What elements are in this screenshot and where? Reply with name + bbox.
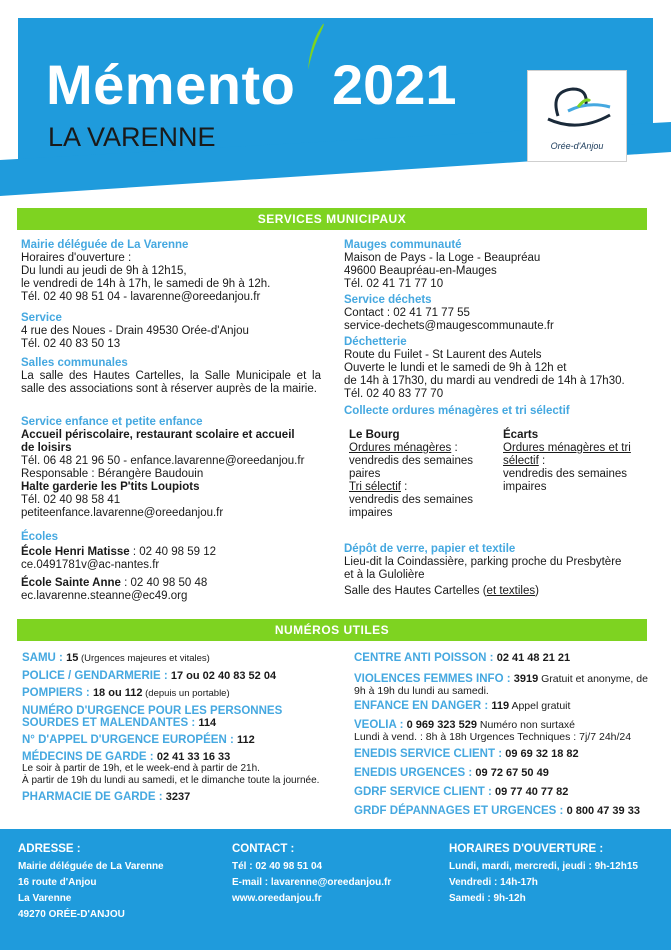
logo-text: Orée-d'Anjou: [550, 141, 604, 151]
mauges-heading: Mauges communauté: [344, 239, 462, 251]
grdf-urgences: GRDF DÉPANNAGES ET URGENCES : 0 800 47 39 33: [354, 805, 640, 817]
bourg-title: Le Bourg: [349, 429, 400, 441]
dechets-block: [344, 294, 649, 333]
decheterie-heading: Déchetterie: [344, 336, 407, 348]
dechets-email: service-dechets@maugescommunaute.fr: [344, 320, 554, 332]
footer-adresse-title: ADRESSE :: [18, 843, 81, 855]
mairie-line: Du lundi au jeudi de 9h à 12h15,: [21, 265, 187, 277]
title: Mémento: [46, 53, 296, 116]
footer-horaires: [449, 841, 638, 907]
bourg-om: Ordures ménagères :: [349, 442, 458, 454]
medecins-note-1: Le soir à partir de 19h, et le week-end à partir de 21h.: [22, 763, 260, 774]
mauges-line: 49600 Beaupréau-en-Mauges: [344, 265, 497, 277]
decheterie-tel: Tél. 02 40 83 77 70: [344, 388, 444, 400]
collecte-heading: Collecte ordures ménagères et tri sélectif: [344, 405, 570, 417]
mairie-line: Horaires d'ouverture :: [21, 252, 132, 264]
veolia: VEOLIA : 0 969 323 529 Numéro non surtaxé: [354, 719, 576, 731]
veolia-hours: Lundi à vend. : 8h à 18h Urgences Techniques : 7j/7 24h/24: [354, 731, 632, 743]
enfance-danger: ENFANCE EN DANGER : 119 Appel gratuit: [354, 700, 571, 712]
bourg-om-days: vendredis des semaines paires: [349, 455, 474, 480]
numeros-right: [354, 652, 654, 817]
verre-heading: Dépôt de verre, papier et textile: [344, 543, 516, 555]
section-services-title: SERVICES MUNICIPAUX: [17, 208, 647, 230]
ecarts-days: vendredis des semaines impaires: [503, 468, 628, 493]
bourg-tri: Tri sélectif :: [349, 481, 408, 493]
ecoles-heading: Écoles: [21, 531, 59, 543]
violences-femmes: VIOLENCES FEMMES INFO : 3919 Gratuit et anonyme, de 9h à 19h du lundi au samedi.: [354, 673, 648, 697]
ecarts-label: Ordures ménagères et tri sélectif :: [503, 442, 631, 467]
footer: [0, 829, 671, 950]
mauges-line: Maison de Pays - la Loge - Beaupréau: [344, 252, 541, 264]
footer-horaires-line: Lundi, mardi, mercredi, jeudi : 9h-12h15: [449, 861, 638, 872]
grdf-client: GDRF SERVICE CLIENT : 09 77 40 77 82: [354, 786, 569, 798]
logo: [527, 70, 627, 162]
bourg-tri-days: vendredis des semaines impaires: [349, 494, 474, 519]
service-block: [21, 312, 321, 351]
ecoles-block: [21, 531, 321, 603]
footer-contact: [232, 841, 391, 907]
mairie-block: [21, 239, 321, 304]
title-year: 2021: [332, 53, 457, 116]
dechets-contact: Contact : 02 41 71 77 55: [344, 307, 470, 319]
decheterie-block: [344, 336, 654, 401]
collecte-heading-block: [344, 405, 654, 418]
footer-contact-email[interactable]: E-mail : lavarenne@oreedanjou.fr: [232, 877, 392, 888]
header: [0, 0, 671, 200]
mairie-line: le vendredi de 14h à 17h, le samedi de 9h à 12h.: [21, 278, 271, 290]
collecte-bourg: [349, 429, 479, 520]
footer-horaires-line: Samedi : 9h-12h: [449, 893, 526, 904]
footer-adresse: [18, 841, 164, 923]
footer-contact-tel: Tél : 02 40 98 51 04: [232, 861, 323, 872]
enedis-urgences: ENEDIS URGENCES : 09 72 67 50 49: [354, 767, 549, 779]
footer-adresse-line: La Varenne: [18, 893, 72, 904]
enfance-responsable: Responsable : Bérangère Baudouin: [21, 468, 204, 480]
medecins-garde: MÉDECINS DE GARDE : 02 41 33 16 33: [22, 751, 231, 763]
salles-block: [21, 357, 321, 396]
halte-garderie-tel: Tél. 02 40 98 58 41: [21, 494, 121, 506]
service-heading: Service: [21, 312, 62, 324]
halte-garderie-email: petiteenfance.lavarenne@oreedanjou.fr: [21, 507, 224, 519]
decheterie-line: de 14h à 17h30, du mardi au vendredi de 14h à 17h30.: [344, 375, 625, 387]
mairie-heading: Mairie déléguée de La Varenne: [21, 239, 189, 251]
salles-text: La salle des Hautes Cartelles, la Salle Municipale et la salle des associations sont à réserver auprès de la mairie.: [21, 370, 321, 395]
mauges-block: [344, 239, 649, 291]
pharmacie-garde: PHARMACIE DE GARDE : 3237: [22, 791, 191, 803]
enedis-client: ENEDIS SERVICE CLIENT : 09 69 32 18 82: [354, 748, 579, 760]
verre-line: et à la Gulolière: [344, 569, 425, 581]
verre-block: [344, 543, 649, 598]
footer-adresse-line: Mairie déléguée de La Varenne: [18, 861, 164, 872]
mauges-tel: Tél. 02 41 71 77 10: [344, 278, 444, 290]
enfance-accueil: Accueil périscolaire, restaurant scolaire et accueil: [21, 429, 295, 441]
ecole-2-email: ec.lavarenne.steanne@ec49.org: [21, 590, 188, 602]
decheterie-line: Ouverte le lundi et le samedi de 9h à 12h et: [344, 362, 567, 374]
logo-icon: [528, 71, 628, 141]
numeros-left: [22, 652, 322, 803]
dechets-heading: Service déchets: [344, 294, 432, 306]
police: POLICE / GENDARMERIE : 17 ou 02 40 83 52 04: [22, 670, 277, 682]
section-numeros-title: NUMÉROS UTILES: [17, 619, 647, 641]
footer-adresse-line: 16 route d'Anjou: [18, 877, 97, 888]
footer-horaires-title: HORAIRES D'OUVERTURE :: [449, 843, 604, 855]
ecole-1-email: ce.0491781v@ac-nantes.fr: [21, 559, 160, 571]
footer-contact-title: CONTACT :: [232, 843, 295, 855]
footer-contact-website[interactable]: www.oreedanjou.fr: [232, 893, 322, 904]
ecarts-title: Écarts: [503, 429, 539, 441]
enfance-accueil-2: de loisirs: [21, 442, 72, 454]
enfance-block: [21, 416, 326, 520]
verre-line: Lieu-dit la Coindassière, parking proche du Presbytère: [344, 556, 622, 568]
subtitle: LA VARENNE: [48, 122, 216, 152]
halte-garderie-title: Halte garderie les P'tits Loupiots: [21, 481, 200, 493]
salles-heading: Salles communales: [21, 357, 128, 369]
service-tel: Tél. 02 40 83 50 13: [21, 338, 121, 350]
enfance-tel: Tél. 06 48 21 96 50 - enfance.lavarenne@oreedanjou.fr: [21, 455, 305, 467]
service-address: 4 rue des Noues - Drain 49530 Orée-d'Anjou: [21, 325, 249, 337]
medecins-note-2: À partir de 19h du lundi au samedi, et le dimanche toute la journée.: [22, 775, 320, 786]
mairie-contact: Tél. 02 40 98 51 04 - lavarenne@oreedanjou.fr: [21, 291, 261, 303]
samu: SAMU : 15 (Urgences majeures et vitales): [22, 652, 210, 664]
pompiers: POMPIERS : 18 ou 112 (depuis un portable): [22, 687, 230, 699]
urgence-sourds: NUMÉRO D'URGENCE POUR LES PERSONNES SOURDES ET MALENDANTES : 114: [22, 705, 283, 729]
collecte-ecarts: [503, 429, 648, 494]
ecole-1: École Henri Matisse : 02 40 98 59 12: [21, 546, 216, 558]
enfance-heading: Service enfance et petite enfance: [21, 416, 203, 428]
decheterie-line: Route du Fuilet - St Laurent des Autels: [344, 349, 542, 361]
ecole-2: École Sainte Anne : 02 40 98 50 48: [21, 577, 208, 589]
footer-adresse-line: 49270 ORÉE-D'ANJOU: [18, 909, 125, 920]
verre-salle: Salle des Hautes Cartelles (et textiles): [344, 585, 539, 597]
urgence-europe: N° D'APPEL D'URGENCE EUROPÉEN : 112: [22, 734, 255, 746]
footer-horaires-line: Vendredi : 14h-17h: [449, 877, 538, 888]
anti-poison: CENTRE ANTI POISSON : 02 41 48 21 21: [354, 652, 571, 664]
